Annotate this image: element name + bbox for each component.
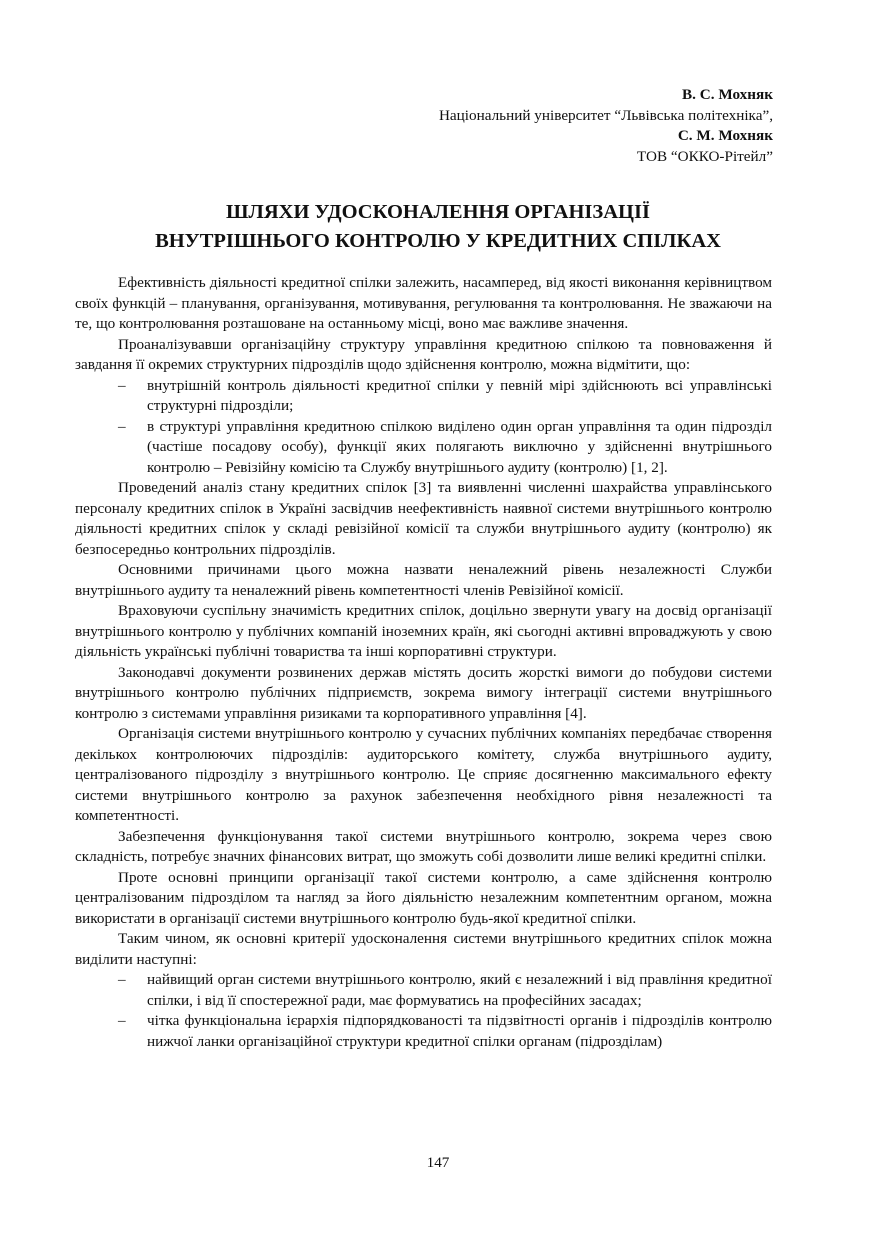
paragraph: Таким чином, як основні критерії удосконалення системи внутрішнього кредитних спілок можна виділити наступні:	[75, 930, 772, 968]
paragraph: Законодавчі документи розвинених держав містять досить жорсткі вимоги до побудови системи внутрішнього контролю публічних підприємств, зокрема вимогу інтеграції системи внутрішнього контролю з системами управління ризиками та корпоративного управління [4].	[75, 663, 772, 722]
author-name: В. С. Мохняк	[682, 86, 773, 103]
list-marker: –	[118, 971, 126, 988]
article-body	[75, 273, 772, 1052]
list-item	[75, 417, 772, 479]
list-item-text: найвищий орган системи внутрішнього контролю, який є незалежний і від правління кредитної спілки, і від її спостережної ради, має формуватись на професійних засадах;	[147, 971, 772, 1009]
list-item	[75, 376, 772, 417]
paragraph: Проведений аналіз стану кредитних спілок [3] та виявленні численні шахрайства управлінського персоналу кредитних спілок в Україні засвідчив неефективність наявної системи внутрішнього контролю діяльності кредитних спілок у складі ревізійної комісії та служби внутрішнього аудиту (контролю) як безпосередньо контрольних підрозділів.	[75, 479, 772, 558]
article-title	[75, 198, 801, 256]
title-line: ШЛЯХИ УДОСКОНАЛЕННЯ ОРГАНІЗАЦІЇ	[226, 201, 650, 223]
paragraph: Проте основні принципи організації такої системи контролю, а саме здійснення контролю централізованим підрозділом та нагляд за його діяльністю незалежним компетентним органом, можна використати в організації системи внутрішнього контролю будь-якої кредитної спілки.	[75, 868, 772, 927]
list-item-text: в структурі управління кредитною спілкою виділено один орган управління та один підрозділ (частіше посадову особу), функції яких полягають виключно у здійсненні внутрішнього контролю – Ревізійну комісію та Службу внутрішнього аудиту (контролю) [1, 2].	[147, 417, 772, 476]
list-item-text: внутрішній контроль діяльності кредитної спілки у певній мірі здійснюють всі управлінські структурні підрозділи;	[147, 376, 772, 414]
list-item-text: чітка функціональна ієрархія підпорядкованості та підзвітності органів і підрозділів контролю нижчої ланки організаційної структури кредитної спілки органам (підрозділам)	[147, 1012, 772, 1050]
author-affiliation: ТОВ “ОККО-Рітейл”	[636, 147, 773, 165]
list-marker: –	[118, 417, 126, 435]
paragraph: Враховуючи суспільну значимість кредитних спілок, доцільно звернути увагу на досвід організації внутрішнього контролю у публічних компаній іноземних країн, які сьогодні активні впроваджують у свою діяльність українські публічні товариства та інші корпоративні структури.	[75, 602, 772, 660]
list-marker: –	[118, 376, 126, 394]
page-number: 147	[426, 1154, 450, 1171]
author-name: С. М. Мохняк	[677, 127, 773, 144]
list-item	[75, 970, 772, 1011]
paragraph: Організація системи внутрішнього контролю у сучасних публічних компаніях передбачає створення декількох контролюючих підрозділів: аудиторського комітету, служба внутрішнього аудиту, централізованого підрозділу з внутрішнього контролю. Це сприяє досягненню максимального ефекту системи внутрішнього контролю за рахунок забезпечення необхідного рівня незалежності та компетентності.	[75, 725, 772, 824]
title-line: ВНУТРІШНЬОГО КОНТРОЛЮ У КРЕДИТНИХ СПІЛКАХ	[155, 230, 721, 252]
list-item	[75, 1011, 772, 1052]
author-block	[439, 85, 773, 167]
paragraph: Основними причинами цього можна назвати неналежний рівень незалежності Служби внутрішнього аудиту та неналежний рівень компетентності членів Ревізійної комісії.	[75, 561, 772, 599]
paragraph: Проаналізувавши організаційну структуру управління кредитною спілкою та повноваження й завдання її окремих структурних підрозділів щодо здійснення контролю, можна відмітити, що:	[75, 335, 772, 373]
list-marker: –	[118, 1012, 126, 1029]
author-affiliation: Національний університет “Львівська політехніка”,	[438, 106, 773, 124]
paragraph: Забезпечення функціонування такої системи внутрішнього контролю, зокрема через свою складність, потребує значних фінансових витрат, що зможуть собі дозволити лише великі кредитні спілки.	[75, 827, 772, 865]
paragraph: Ефективність діяльності кредитної спілки залежить, насамперед, від якості виконання керівництвом своїх функцій – планування, організування, мотивування, регулювання та контролювання. Не зважаючи на те, що контролювання розташоване на останньому місці, воно має важливе значення.	[75, 274, 772, 332]
